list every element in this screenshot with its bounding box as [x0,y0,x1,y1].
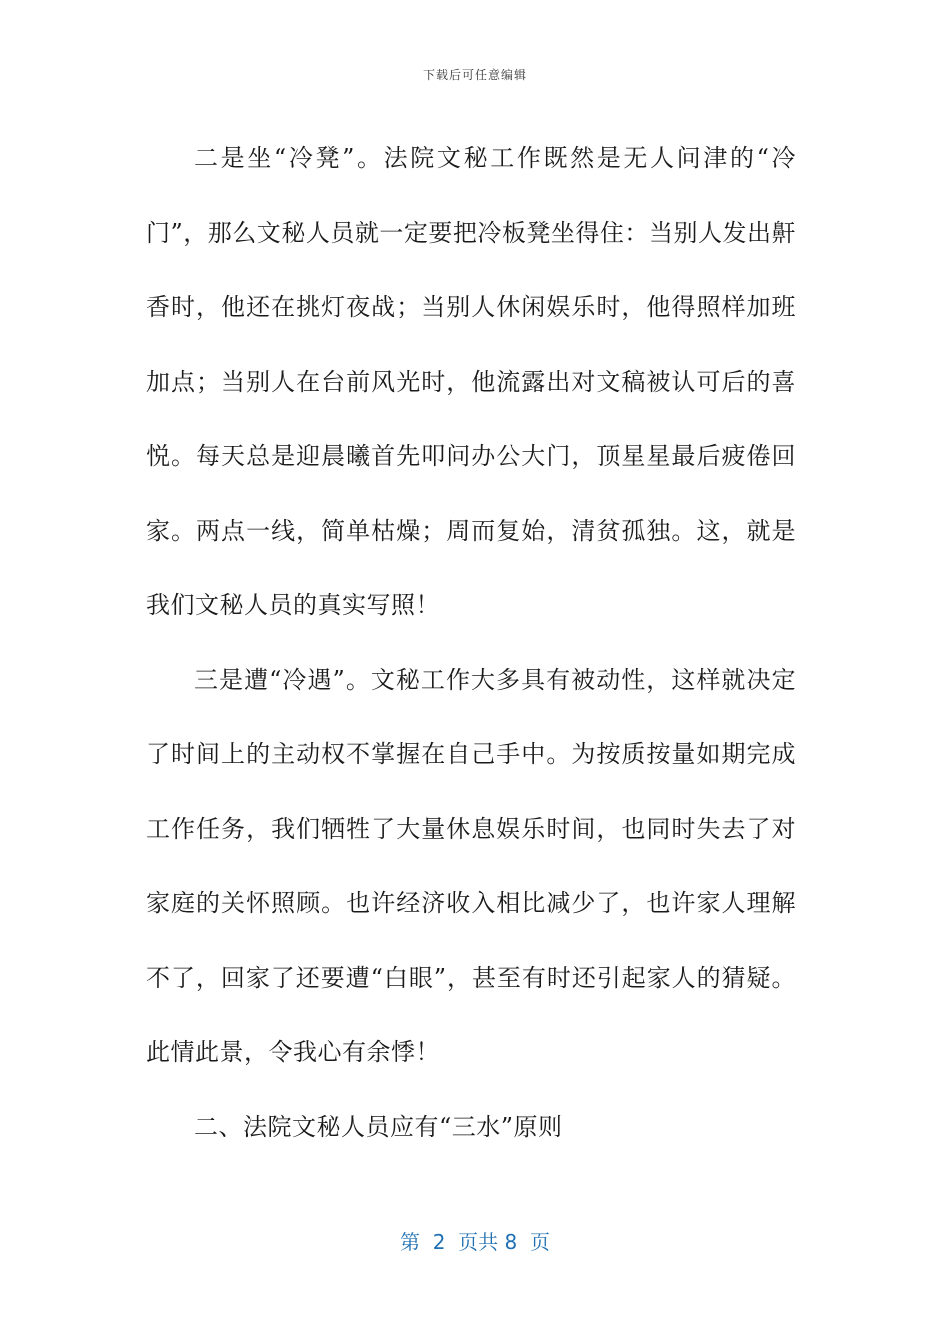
paragraph-cold-treatment: 三是遭“冷遇”。文秘工作大多具有被动性，这样就决定了时间上的主动权不掌握在自己手中。为按质按量如期完成工作任务，我们牺牲了大量休息娱乐时间，也同时失去了对家庭的关怀照顾。也许经济收入相比减少了，也许家人理解不了，回家了还要遭“白眼”，甚至有时还引起家人的猜疑。此情此景，令我心有余悸！ [146,665,796,1066]
page-number-footer: 第 2 页共 8 页 [400,1230,550,1254]
paragraph-cold-bench: 二是坐“冷凳”。法院文秘工作既然是无人问津的“冷门”，那么文秘人员就一定要把冷板凳坐得住：当别人发出鼾香时，他还在挑灯夜战；当别人休闲娱乐时，他得照样加班加点；当别人在台前风光时，他流露出对文稿被认可后的喜悦。每天总是迎晨曦首先叩问办公大门，顶星星最后疲倦回家。两点一线，简单枯燥；周而复始，清贫孤独。这，就是我们文秘人员的真实写照！ [146,144,796,619]
page-header-note: 下载后可任意编辑 [422,68,527,82]
section-heading-three-water-principles: 二、法院文秘人员应有“三水”原则 [194,1112,563,1141]
document-body [146,121,796,1164]
